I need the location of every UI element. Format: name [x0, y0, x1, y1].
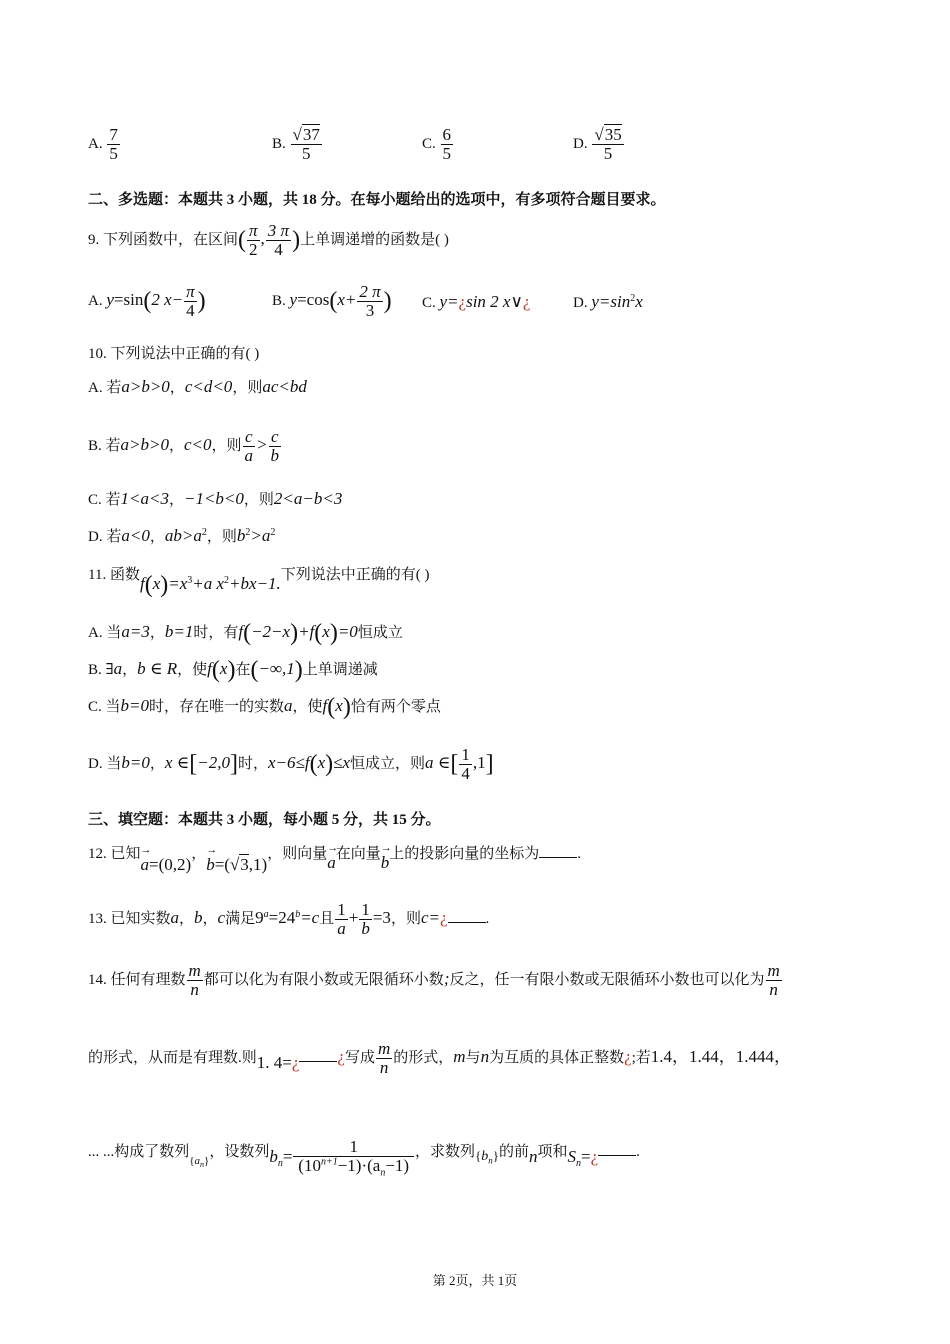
math: n	[528, 1146, 538, 1166]
math: 1. 4=	[256, 1052, 292, 1072]
superscript: 2	[201, 527, 207, 538]
math: a=3	[121, 621, 150, 641]
garbled-glyph: ¿	[522, 292, 531, 311]
text: 反之，任一有限小数或无限循环小数也可以化为	[449, 971, 765, 988]
math: b	[236, 526, 246, 545]
answer-blank[interactable]	[448, 908, 486, 923]
math: (10	[298, 1155, 321, 1175]
question-13	[88, 901, 489, 938]
question-10-option-a	[88, 376, 307, 397]
math: >a	[250, 526, 271, 545]
math: −2−x	[251, 621, 291, 641]
question-14-line-3: ... ...构成了数列$_{\{a_n\}}$，设数列$b_n=$ $\frac{1}{(10^{n+1}-1)\cdot(a_n-1)}$ ，求数列$\{b_n\}$的前n项和$S_n=¿$ .	[88, 1137, 640, 1179]
text: A. 当	[88, 624, 122, 641]
math: =cos	[297, 289, 330, 309]
text: .	[485, 910, 490, 927]
text: 恰有两个零点	[350, 698, 441, 715]
stem-text: 上单调递增的函数是( )	[300, 231, 449, 248]
math: b ∈ R	[137, 658, 178, 678]
option-label: A.	[88, 135, 103, 152]
text: 时，有	[193, 624, 239, 641]
superscript: b	[295, 908, 301, 920]
fraction	[459, 746, 472, 783]
stem-text: 下列说法中正确的有( )	[280, 566, 430, 583]
q8-option-b	[272, 126, 323, 163]
math: =sin	[113, 289, 144, 309]
math: a ∈	[425, 752, 451, 772]
denominator: 4	[461, 763, 470, 783]
text: ，则	[390, 910, 421, 927]
garbled-glyph: ¿	[439, 907, 448, 927]
text: ，求数列	[414, 1143, 475, 1160]
sqrt-radicand: 3	[240, 855, 249, 874]
math: f	[238, 621, 244, 641]
garbled-glyph: ¿	[291, 1052, 300, 1072]
text: ，	[169, 380, 185, 396]
option-label: C.	[422, 295, 436, 311]
math: c	[217, 907, 226, 927]
numerator: π	[186, 282, 195, 301]
text: 14. 任何有理数	[88, 971, 186, 988]
math: b	[269, 1146, 278, 1166]
option-label: D.	[573, 295, 588, 311]
math: n	[480, 1046, 490, 1066]
math: f	[322, 695, 328, 715]
answer-blank[interactable]	[299, 1047, 337, 1062]
text: 且	[319, 910, 335, 927]
text: 项和	[537, 1143, 568, 1160]
math: y=sin	[591, 292, 631, 311]
garbled-glyph: ¿	[337, 1046, 345, 1066]
denominator: a	[244, 445, 254, 465]
text: ，使	[292, 698, 323, 715]
text: .	[577, 846, 582, 862]
text: 上的投影向量的坐标为	[389, 846, 540, 862]
math: c<0	[183, 434, 212, 454]
fraction	[291, 126, 322, 163]
subscript: n	[488, 1155, 493, 1166]
fraction	[376, 1040, 392, 1077]
text: 为互质的具体正整数	[489, 1049, 625, 1066]
math: b	[481, 1148, 489, 1164]
option-label: B.	[272, 292, 286, 309]
subscript: n	[277, 1157, 283, 1169]
math: S	[567, 1146, 576, 1166]
math: =24	[268, 907, 296, 927]
fraction	[441, 126, 454, 163]
question-9-option-b: B. y=cos(x+ $\frac{2 \pi}{3}$ )	[272, 282, 392, 320]
question-9-option-c	[422, 292, 530, 312]
fraction	[247, 222, 260, 259]
section-heading-multi-choice: 二、多选题：本题共 3 小题，共 18 分。在每小题给出的选项中，有多项符合题目要求。	[88, 192, 666, 208]
garbled-glyph: ¿	[590, 1146, 599, 1166]
text: ，	[149, 529, 165, 545]
math: b	[194, 907, 203, 927]
denominator: 5	[603, 143, 613, 163]
text: 恒成立	[357, 624, 403, 641]
option-label: D.	[573, 135, 588, 152]
denominator	[296, 1157, 411, 1179]
math: ,1)	[248, 855, 268, 874]
superscript: 2	[630, 293, 636, 304]
question-9-option-d	[573, 292, 643, 312]
text: ，	[179, 910, 195, 927]
text: 在	[235, 661, 251, 678]
math: y	[106, 289, 114, 309]
fraction	[243, 428, 256, 465]
question-10-option-d	[88, 525, 275, 546]
numerator: √35	[594, 125, 622, 144]
math: −∞,1	[258, 658, 295, 678]
numerator: c	[270, 427, 279, 446]
text: ... ...构成了数列	[88, 1143, 190, 1160]
text: 写成	[344, 1049, 375, 1066]
option-label: A.	[88, 292, 103, 309]
math: =c	[300, 907, 320, 927]
numerator: 1	[461, 745, 470, 764]
text: ，则向量	[267, 846, 328, 862]
question-12: 12. 已知→ a=(0,2)，→ b=(√3,1)，则向量→ a在向量→ b上的投影向量的坐标为 .	[88, 842, 581, 863]
math: x	[635, 292, 643, 311]
text: 12. 已知	[88, 846, 141, 862]
subscript: n	[380, 1167, 386, 1179]
denominator: 4	[274, 239, 283, 259]
denominator: b	[270, 445, 280, 465]
text: 都可以化为有限小数或无限循环小数	[203, 971, 444, 988]
option-label: C.	[422, 135, 436, 152]
vector-b: → b	[206, 855, 215, 875]
math: y	[289, 289, 298, 309]
math: x+	[337, 289, 357, 309]
question-10-stem: 10. 下列说法中正确的有( )	[88, 346, 260, 362]
denominator: 2	[249, 239, 258, 259]
text: B. ∃	[88, 661, 114, 678]
text: B. 若	[88, 437, 121, 454]
text: 上单调递减	[302, 661, 378, 678]
math: −1)·(a	[337, 1155, 381, 1175]
math: =	[282, 1146, 293, 1166]
math: =	[580, 1146, 591, 1166]
math: ab>a	[164, 526, 202, 545]
text: ，使	[177, 661, 208, 678]
subscript: n	[575, 1157, 581, 1169]
text: C. 当	[88, 698, 121, 715]
math: b=0	[120, 695, 149, 715]
vector-b: → b	[381, 853, 390, 873]
numerator: π	[249, 221, 258, 240]
math: +bx−1.	[229, 573, 281, 593]
superscript: 2	[245, 527, 251, 538]
numerator: 7	[109, 125, 118, 144]
math: b=1	[164, 621, 194, 641]
stem-text: 11. 函数	[88, 566, 140, 583]
denominator: a	[337, 918, 346, 938]
fraction	[766, 962, 782, 999]
math: c<d<0	[184, 377, 233, 396]
math: +a x	[192, 573, 225, 593]
math: 2 x−	[151, 289, 184, 309]
math: f	[139, 573, 145, 593]
q8-option-a	[88, 126, 121, 163]
numerator: c	[245, 427, 253, 446]
fraction	[187, 962, 203, 999]
sqrt-radicand: 35	[604, 125, 622, 144]
math: m	[453, 1046, 466, 1066]
fraction	[359, 901, 372, 938]
question-11-option-d: D. 当b=0，x ∈[−2,0]时，x−6≤f(x)≤x恒成立，则a ∈[ $\frac{1}{4}$ ,1]	[88, 745, 494, 783]
math: ;	[443, 968, 450, 988]
math: x−6≤f	[267, 752, 310, 772]
text: 与	[465, 1049, 481, 1066]
text: 13. 已知实数	[88, 910, 171, 927]
text: A. 若	[88, 380, 122, 396]
text: ，则	[243, 492, 274, 508]
math: 2<a−b<3	[273, 489, 343, 508]
numerator: 6	[442, 125, 452, 144]
question-11-stem: 11. 函数$f(x)=x^3+a$ $x^2+bx-1$.下列说法中正确的有( )	[88, 566, 430, 598]
math: x	[317, 752, 326, 772]
vector-a: → a	[327, 853, 336, 873]
superscript: n+1	[320, 1156, 338, 1168]
question-11-option-c: C. 当b=0时，存在唯一的实数a，使f(x)恰有两个零点	[88, 694, 441, 720]
text: ，	[168, 437, 184, 454]
math: a	[113, 658, 123, 678]
denominator: n	[769, 979, 778, 999]
math: =x	[168, 573, 188, 593]
text: ，则	[211, 437, 242, 454]
numerator: 1	[337, 900, 346, 919]
text: ，则	[206, 529, 237, 545]
numerator: 3 π	[267, 221, 290, 240]
section-heading-fill-in: 三、填空题：本题共 3 小题，每小题 5 分，共 15 分。	[88, 812, 441, 828]
math: −1<b<0	[183, 489, 244, 508]
math: b=0	[121, 752, 150, 772]
text: D. 若	[88, 529, 122, 545]
text: 的形式，从而是有理数.则	[88, 1049, 257, 1066]
numerator: √37	[292, 125, 320, 144]
denominator: n	[190, 979, 199, 999]
sqrt-radicand: 37	[302, 125, 320, 144]
text: ，设数列	[209, 1143, 270, 1160]
math: +	[348, 907, 359, 927]
stem-text: 9. 下列函数中，在区间	[88, 231, 239, 248]
math: x	[335, 695, 343, 715]
numerator: m	[188, 961, 201, 980]
fraction	[266, 222, 291, 259]
question-14-line-1	[88, 962, 783, 999]
page-footer: 第 2页，共 1页	[432, 1273, 518, 1288]
math: ,1	[472, 752, 486, 772]
math: x	[219, 658, 228, 678]
question-9-option-a: A. y=sin(2 x− $\frac{\pi}{4}$ )	[88, 282, 206, 320]
text: 时，	[237, 755, 268, 772]
text: ，	[168, 492, 184, 508]
answer-blank[interactable]	[598, 1141, 636, 1156]
question-9-stem: 9. 下列函数中，在区间( $\frac{\pi}{2}$ , $\frac{3 \pi}{4}$ )上单调递增的函数是( )	[88, 221, 449, 259]
denominator: n	[379, 1057, 389, 1077]
denominator: 3	[365, 300, 375, 320]
text: 在向量	[335, 846, 381, 862]
fraction	[107, 126, 120, 163]
math: =0	[337, 621, 358, 641]
question-14-line-2	[88, 1040, 791, 1077]
denominator: 5	[301, 143, 311, 163]
math: a	[170, 907, 180, 927]
question-11-option-b: B. ∃a，b ∈ R，使f(x)在(−∞,1)上单调递减	[88, 657, 378, 683]
vector-a: → a	[141, 855, 150, 875]
math: a	[284, 695, 293, 715]
denominator: 5	[442, 143, 452, 163]
text: ，	[122, 661, 138, 678]
math: 9	[255, 907, 264, 927]
denominator: b	[361, 918, 370, 938]
question-10-option-b	[88, 428, 282, 465]
garbled-glyph: ¿	[458, 292, 467, 311]
q8-option-c	[422, 126, 454, 163]
math: >	[256, 434, 268, 454]
superscript: 2	[224, 574, 230, 586]
fraction	[335, 901, 348, 938]
text: ，则	[232, 380, 263, 396]
question-11-option-a: A. 当a=3，b=1时，有f(−2−x)+f(x)=0恒成立	[88, 620, 403, 646]
text: 的形式，	[393, 1049, 454, 1066]
math: sin 2 x∨	[466, 292, 523, 311]
question-10-option-c	[88, 488, 342, 509]
math: −2,0	[197, 752, 230, 772]
numerator: 1	[361, 900, 370, 919]
numerator: m	[377, 1039, 391, 1058]
text: ，	[149, 755, 165, 772]
math: y=	[439, 292, 459, 311]
garbled-glyph: ¿	[624, 1046, 632, 1066]
superscript: a	[263, 908, 269, 920]
superscript: 3	[187, 574, 193, 586]
denominator: 4	[186, 300, 195, 320]
text: 时，存在唯一的实数	[149, 698, 285, 715]
math: ≤x	[333, 752, 350, 772]
math: a>b>0	[120, 434, 169, 454]
text: 恒成立，则	[350, 755, 426, 772]
q8-option-d	[573, 126, 625, 163]
text: 的前	[498, 1143, 529, 1160]
math: a>b>0	[121, 377, 170, 396]
math: 1<a<3	[120, 489, 169, 508]
math: 1.4，1.44，1.444，	[650, 1046, 792, 1066]
fraction	[293, 1138, 414, 1179]
math: −1)	[385, 1155, 410, 1175]
math: ac<bd	[262, 377, 307, 396]
math: x	[152, 573, 161, 593]
math: a	[194, 1154, 201, 1167]
numerator: 1	[293, 1138, 414, 1157]
subscript: n	[200, 1159, 205, 1169]
math: =(	[214, 855, 230, 874]
math: x ∈	[164, 752, 190, 772]
denominator: 5	[109, 143, 118, 163]
text: C. 若	[88, 492, 121, 508]
math: +f	[298, 621, 315, 641]
answer-blank[interactable]	[539, 843, 577, 858]
fraction	[592, 126, 623, 163]
fraction	[357, 283, 382, 320]
numerator: 2 π	[359, 282, 381, 301]
math: x	[322, 621, 330, 641]
math: =3	[372, 907, 391, 927]
text: ，	[149, 624, 165, 641]
numerator: m	[767, 961, 780, 980]
math: f	[207, 658, 212, 678]
text: .	[636, 1143, 640, 1160]
text: ，	[202, 910, 218, 927]
option-label: B.	[272, 135, 286, 152]
superscript: 2	[270, 527, 276, 538]
text: 满足	[225, 910, 256, 927]
fraction	[269, 428, 282, 465]
text: ，	[191, 846, 207, 862]
fraction	[184, 283, 197, 320]
math: c=	[420, 907, 440, 927]
math: =(0,2)	[149, 855, 192, 874]
math: a<0	[121, 526, 150, 545]
text: ;若	[631, 1049, 651, 1066]
text: D. 当	[88, 755, 122, 772]
